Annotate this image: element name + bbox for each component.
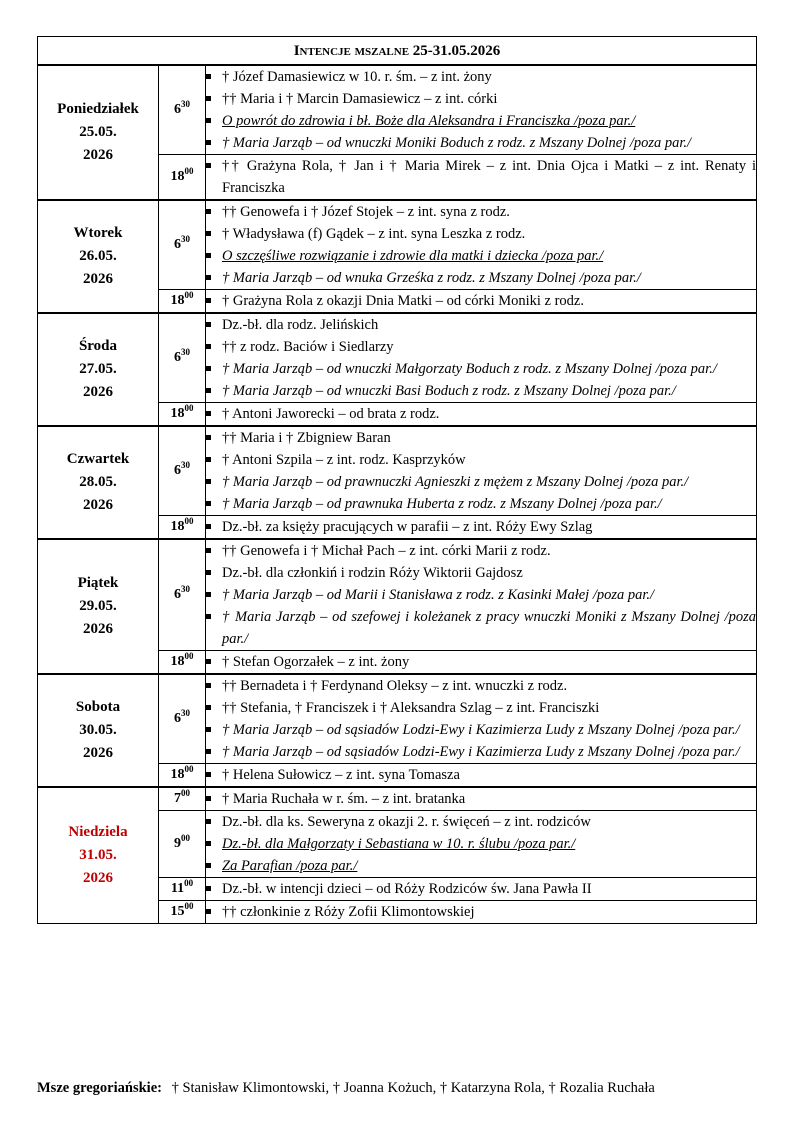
mass-time: [159, 426, 206, 516]
intentions-list: [206, 155, 756, 199]
intentions-cell: [206, 901, 757, 924]
intentions-cell: [206, 811, 757, 878]
mass-minutes: 30: [181, 708, 190, 718]
intention-item: † Maria Jarząb – od wnuczki Basi Boduch z rodz. z Mszany Dolnej /poza par./: [206, 380, 756, 402]
intentions-cell: [206, 539, 757, 651]
day-date: 25.05.: [79, 124, 117, 140]
day-year: 2026: [83, 497, 113, 513]
intention-item: † Grażyna Rola z okazji Dnia Matki – od córki Moniki z rodz.: [206, 290, 756, 312]
mass-minutes: 00: [181, 833, 190, 843]
page-title: Intencje mszalne 25-31.05.2026: [38, 37, 757, 66]
mass-hour: 18: [170, 406, 185, 421]
mass-hour: 6: [174, 711, 181, 726]
intention-item: Dz.-bł. w intencji dzieci – od Róży Rodziców św. Jana Pawła II: [206, 878, 756, 900]
mass-hour: 11: [170, 881, 185, 896]
mass-minutes: 00: [184, 403, 194, 413]
intentions-list: [206, 764, 756, 786]
mass-time: [159, 764, 206, 788]
mass-row: [38, 65, 757, 155]
intention-item: †† Maria i † Zbigniew Baran: [206, 427, 756, 449]
intention-item: † Maria Ruchała w r. śm. – z int. bratanka: [206, 788, 756, 810]
intention-item: † Władysława (f) Gądek – z int. syna Leszka z rodz.: [206, 223, 756, 245]
intention-item: †† Maria i † Marcin Damasiewicz – z int. córki: [206, 88, 756, 110]
intentions-cell: [206, 787, 757, 811]
intention-item: † Maria Jarząb – od wnuka Grześka z rodz. z Mszany Dolnej /poza par./: [206, 267, 756, 289]
mass-hour: 18: [170, 169, 185, 184]
mass-time: [159, 539, 206, 651]
intention-item: † Antoni Szpila – z int. rodz. Kasprzyków: [206, 449, 756, 471]
intention-item: † Maria Jarząb – od prawnuka Huberta z rodz. z Mszany Dolnej /poza par./: [206, 493, 756, 515]
intention-item: O szczęśliwe rozwiązanie i zdrowie dla matki i dziecka /poza par./: [206, 245, 756, 267]
day-date: 31.05.: [79, 847, 117, 863]
mass-time: [159, 878, 206, 901]
mass-time: [159, 200, 206, 290]
day-year: 2026: [83, 147, 113, 163]
mass-minutes: 00: [181, 788, 190, 798]
intentions-list: [206, 290, 756, 312]
intentions-cell: [206, 651, 757, 675]
mass-row: [38, 200, 757, 290]
intentions-list: [206, 540, 756, 650]
mass-row: [38, 539, 757, 651]
intention-item: †† Genowefa i † Michał Pach – z int. córki Marii z rodz.: [206, 540, 756, 562]
intention-item: Dz.-bł. dla członkiń i rodzin Róży Wiktorii Gajdosz: [206, 562, 756, 584]
day-name: Sobota: [75, 699, 121, 715]
mass-minutes: 00: [184, 290, 194, 300]
mass-time: [159, 313, 206, 403]
intentions-cell: [206, 65, 757, 155]
day-name: Niedziela: [68, 824, 128, 840]
mass-minutes: 30: [181, 347, 190, 357]
intention-item: † Maria Jarząb – od wnuczki Moniki Boduch z rodz. z Mszany Dolnej /poza par./: [206, 132, 756, 154]
mass-hour: 18: [170, 654, 185, 669]
mass-hour: 6: [174, 463, 181, 478]
day-date: 29.05.: [79, 598, 117, 614]
mass-row: [38, 787, 757, 811]
mass-hour: 9: [174, 836, 181, 851]
intention-item: Za Parafian /poza par./: [206, 855, 756, 877]
day-name: Wtorek: [73, 225, 123, 241]
intentions-list: [206, 201, 756, 289]
day-name: Czwartek: [66, 451, 130, 467]
mass-hour: 18: [170, 767, 185, 782]
mass-minutes: 00: [184, 516, 194, 526]
day-cell: [38, 787, 159, 924]
day-date: 26.05.: [79, 248, 117, 264]
day-name: Piątek: [77, 575, 119, 591]
mass-time: [159, 901, 206, 924]
mass-hour: 7: [174, 791, 181, 806]
intention-item: †† Genowefa i † Józef Stojek – z int. syna z rodz.: [206, 201, 756, 223]
mass-minutes: 30: [181, 234, 190, 244]
intention-item: † Helena Sułowicz – z int. syna Tomasza: [206, 764, 756, 786]
intentions-list: [206, 811, 756, 877]
mass-minutes: 00: [184, 764, 194, 774]
mass-hour: 18: [170, 519, 185, 534]
mass-minutes: 00: [184, 901, 194, 911]
day-year: 2026: [83, 621, 113, 637]
day-date: 27.05.: [79, 361, 117, 377]
intentions-list: [206, 314, 756, 402]
intention-item: †† z rodz. Baciów i Siedlarzy: [206, 336, 756, 358]
intentions-list: [206, 675, 756, 763]
day-cell: [38, 200, 159, 313]
mass-minutes: 30: [181, 99, 190, 109]
mass-hour: 18: [170, 293, 185, 308]
day-year: 2026: [83, 271, 113, 287]
day-year: 2026: [83, 745, 113, 761]
intention-item: †† członkinie z Róży Zofii Klimontowskiej: [206, 901, 756, 923]
intention-item: † Maria Jarząb – od prawnuczki Agnieszki z mężem z Mszany Dolnej /poza par./: [206, 471, 756, 493]
mass-time: [159, 290, 206, 314]
day-cell: [38, 65, 159, 200]
day-name: Poniedziałek: [57, 101, 139, 117]
day-date: 28.05.: [79, 474, 117, 490]
mass-hour: 6: [174, 587, 181, 602]
mass-row: [38, 313, 757, 403]
mass-intentions-table: [37, 36, 757, 924]
mass-time: [159, 787, 206, 811]
gregorian-masses-text: † Stanisław Klimontowski, † Joanna Kożuch, † Katarzyna Rola, † Rozalia Ruchała: [171, 1080, 655, 1096]
mass-row: [38, 426, 757, 516]
intentions-cell: [206, 764, 757, 788]
intentions-list: [206, 901, 756, 923]
intentions-list: [206, 651, 756, 673]
intentions-cell: [206, 516, 757, 540]
day-cell: [38, 674, 159, 787]
intention-item: Dz.-bł. za księży pracujących w parafii – z int. Róży Ewy Szlag: [206, 516, 756, 538]
mass-time: [159, 811, 206, 878]
day-name: Środa: [78, 338, 118, 354]
day-cell: [38, 539, 159, 674]
intentions-list: [206, 403, 756, 425]
intention-item: †† Bernadeta i † Ferdynand Oleksy – z int. wnuczki z rodz.: [206, 675, 756, 697]
intention-item: Dz.-bł. dla ks. Seweryna z okazji 2. r. święceń – z int. rodziców: [206, 811, 756, 833]
mass-hour: 6: [174, 102, 181, 117]
intentions-cell: [206, 878, 757, 901]
mass-time: [159, 651, 206, 675]
intentions-list: [206, 788, 756, 810]
day-cell: [38, 426, 159, 539]
intention-item: † Antoni Jaworecki – od brata z rodz.: [206, 403, 756, 425]
mass-hour: 6: [174, 350, 181, 365]
intention-item: † Józef Damasiewicz w 10. r. śm. – z int. żony: [206, 66, 756, 88]
intentions-cell: [206, 200, 757, 290]
intentions-list: [206, 66, 756, 154]
intention-item: † Stefan Ogorzałek – z int. żony: [206, 651, 756, 673]
day-date: 30.05.: [79, 722, 117, 738]
intentions-cell: [206, 426, 757, 516]
mass-time: [159, 155, 206, 201]
intentions-cell: [206, 674, 757, 764]
gregorian-masses-label: Msze gregoriańskie:: [37, 1080, 162, 1096]
intention-item: † Maria Jarząb – od szefowej i koleżanek z pracy wnuczki Moniki z Mszany Dolnej /poza par./: [206, 606, 756, 650]
intention-item: † Maria Jarząb – od Marii i Stanisława z rodz. z Kasinki Małej /poza par./: [206, 584, 756, 606]
intention-item: †† Stefania, † Franciszek i † Aleksandra Szlag – z int. Franciszki: [206, 697, 756, 719]
intention-item: Dz.-bł. dla rodz. Jelińskich: [206, 314, 756, 336]
mass-row: [38, 674, 757, 764]
mass-time: [159, 674, 206, 764]
intention-item: † Maria Jarząb – od sąsiadów Lodzi-Ewy i Kazimierza Ludy z Mszany Dolnej /poza par./: [206, 741, 756, 763]
intentions-cell: [206, 313, 757, 403]
intention-item: †† Grażyna Rola, † Jan i † Maria Mirek – z int. Dnia Ojca i Matki – z int. Renaty i Franciszka: [206, 155, 756, 199]
day-cell: [38, 313, 159, 426]
intentions-cell: [206, 155, 757, 201]
mass-minutes: 00: [184, 878, 194, 888]
mass-hour: 6: [174, 237, 181, 252]
intention-item: Dz.-bł. dla Małgorzaty i Sebastiana w 10. r. ślubu /poza par./: [206, 833, 756, 855]
mass-time: [159, 403, 206, 427]
intentions-list: [206, 516, 756, 538]
intentions-list: [206, 878, 756, 900]
mass-time: [159, 65, 206, 155]
intentions-cell: [206, 403, 757, 427]
intentions-cell: [206, 290, 757, 314]
mass-minutes: 00: [184, 651, 194, 661]
mass-minutes: 30: [181, 584, 190, 594]
mass-minutes: 30: [181, 460, 190, 470]
intentions-list: [206, 427, 756, 515]
mass-minutes: 00: [184, 166, 194, 176]
gregorian-masses: [37, 1080, 767, 1097]
day-year: 2026: [83, 384, 113, 400]
intention-item: † Maria Jarząb – od wnuczki Małgorzaty Boduch z rodz. z Mszany Dolnej /poza par./: [206, 358, 756, 380]
schedule-body: [38, 65, 757, 924]
day-year: 2026: [83, 870, 113, 886]
intention-item: † Maria Jarząb – od sąsiadów Lodzi-Ewy i Kazimierza Ludy z Mszany Dolnej /poza par./: [206, 719, 756, 741]
intention-item: O powrót do zdrowia i bł. Boże dla Aleksandra i Franciszka /poza par./: [206, 110, 756, 132]
mass-hour: 15: [170, 904, 185, 919]
mass-time: [159, 516, 206, 540]
